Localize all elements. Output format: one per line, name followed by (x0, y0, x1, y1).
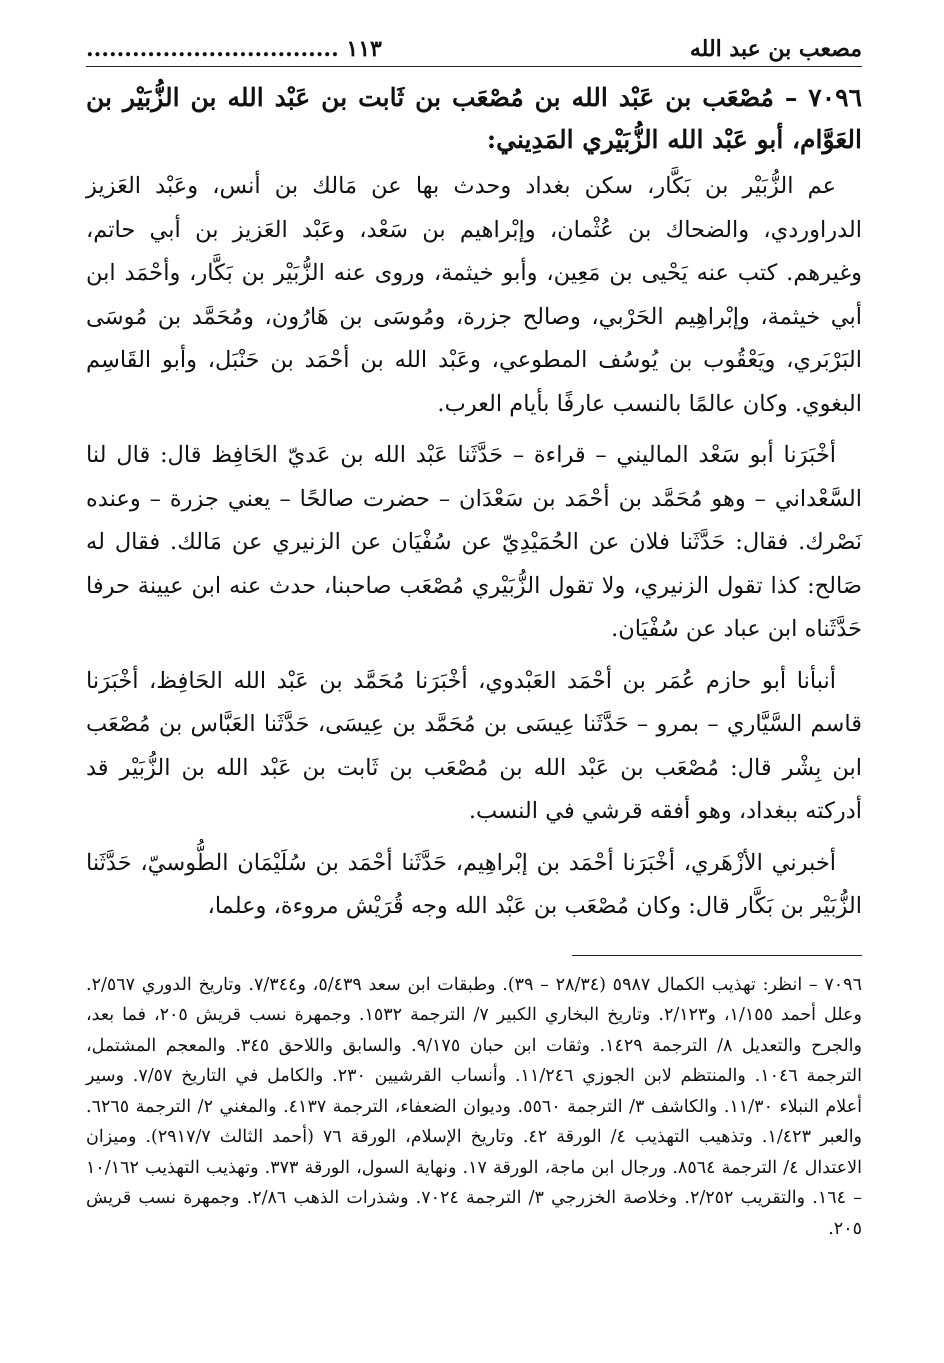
narration-paragraph: أخْبَرَنا أبو سَعْد الماليني – قراءة – حَدَّثَنا عَبْد الله بن عَديّ الحَافِظ قال: قال لنا السَّعْداني – وهو مُحَمَّد بن أحْمَد بن سَعْدَان – حضرت صالحًا – يعني جزرة – وعنده نَصْرك. فقال: حَدَّثَنا فلان عن الحُمَيْدِيّ عن سُفْيَان عن الزنيري عن مَالك. فقال له صَالح: كذا تقول الزنيري، ولا تقول الزُّبَيْري مُصْعَب صاحبنا، حدث عنه ابن عيينة حرفا حَدَّثَناه ابن عباد عن سُفْيَان. (86, 442, 862, 642)
running-title: مصعب بن عبد الله (689, 36, 862, 62)
running-header (86, 34, 862, 67)
narration-paragraph: أخبرني الأزْهَري، أخْبَرَنا أحْمَد بن إبْراهِيم، حَدَّثَنا أحْمَد بن سُلَيْمَان الطُّوسيّ، حَدَّثَنا الزُّبَيْر بن بَكَّار قال: وكان مُصْعَب بن عَبْد الله وجه قُرَيْش مروءة، وعلما، (86, 849, 862, 919)
footnote-divider (572, 955, 862, 956)
footnote: ٧٠٩٦ – انظر: تهذيب الكمال ٥٩٨٧ (٢٨/٣٤ – ٣٩). وطبقات ابن سعد ٥/٤٣٩، و٧/٣٤٤. وتاريخ الدوري ٢/٥٦٧. وعلل أحمد ١/١٥٥، و٢/١٢٣. وتاريخ البخاري الكبير ٧/ الترجمة ١٥٣٢. وجمهرة نسب قريش ٢٠٥، فما بعد، والجرح والتعديل ٨/ الترجمة ١٤٢٩. وثقات ابن حبان ٩/١٧٥. والسابق واللاحق ٣٤٥. والمعجم المشتمل، الترجمة ١٠٤٦. والمنتظم لابن الجوزي ١١/٢٤٦. وأنساب القرشيين ٢٣٠. والكامل في التاريخ ٧/٥٧. وسير أعلام النبلاء ١١/٣٠. والكاشف ٣/ الترجمة ٥٥٦٠. وديوان الضعفاء، الترجمة ٤١٣٧. والمغني ٢/ الترجمة ٦٢٦٥. والعبر ١/٤٢٣. وتذهيب التهذيب ٤/ الورقة ٤٢. وتاريخ الإسلام، الورقة ٧٦ (أحمد الثالث ٢٩١٧/٧). وميزان الاعتدال ٤/ الترجمة ٨٥٦٤. ورجال ابن ماجة، الورقة ١٧. ونهاية السول، الورقة ٣٧٣. وتهذيب التهذيب ١٠/١٦٢ – ١٦٤. والتقريب ٢/٢٥٢. وخلاصة الخزرجي ٣/ الترجمة ٧٠٢٤. وشذرات الذهب ٢/٨٦. وجمهرة نسب قريش ٢٠٥. (86, 974, 863, 1239)
biography-paragraph: عم الزُّبَيْر بن بَكَّار، سكن بغداد وحدث بها عن مَالك بن أنس، وعَبْد العَزيز الدراوردي، والضحاك بن عُثْمان، وإبْراهيم بن سَعْد، وعَبْد العَزيز بن أبي حاتم، وغيرهم. كتب عنه يَحْيى بن مَعِين، وأبو خيثمة، وروى عنه الزُّبَيْر بن بَكَّار، وأحْمَد ابن أبي خيثمة، وإبْراهِيم الحَرْبي، وصالح جزرة، ومُوسَى بن هَارُون، ومُحَمَّد بن مُوسَى البَرْبَري، ويَعْقُوب بن يُوسُف المطوعي، وعَبْد الله بن أحْمَد بن حَنْبَل، وأبو القَاسِم البغوي. وكان عالمًا بالنسب عارفًا بأيام العرب. (86, 173, 862, 417)
narration-paragraph: أنبأنا أبو حازم عُمَر بن أحْمَد العَبْدوي، أخْبَرَنا مُحَمَّد بن عَبْد الله الحَافِظ، أخْبَرَنا قاسم السَّيَّاري – بمرو – حَدَّثَنا عِيسَى بن مُحَمَّد بن عِيسَى، حَدَّثَنا العَبَّاس بن مُصْعَب ابن بِشْر قال: مُصْعَب بن عَبْد الله بن مُصْعَب بن ثَابت بن عَبْد الله بن الزُّبَيْر قد أدركته ببغداد، وهو أفقه قرشي في النسب. (86, 667, 862, 824)
page-number: ١١٣ ................................. (86, 36, 382, 62)
entry-heading: ٧٠٩٦ – مُصْعَب بن عَبْد الله بن مُصْعَب بن ثَابت بن عَبْد الله بن الزُّبَيْر بن العَوَّام، أبو عَبْد الله الزُّبَيْري المَدِيني: (86, 83, 862, 154)
